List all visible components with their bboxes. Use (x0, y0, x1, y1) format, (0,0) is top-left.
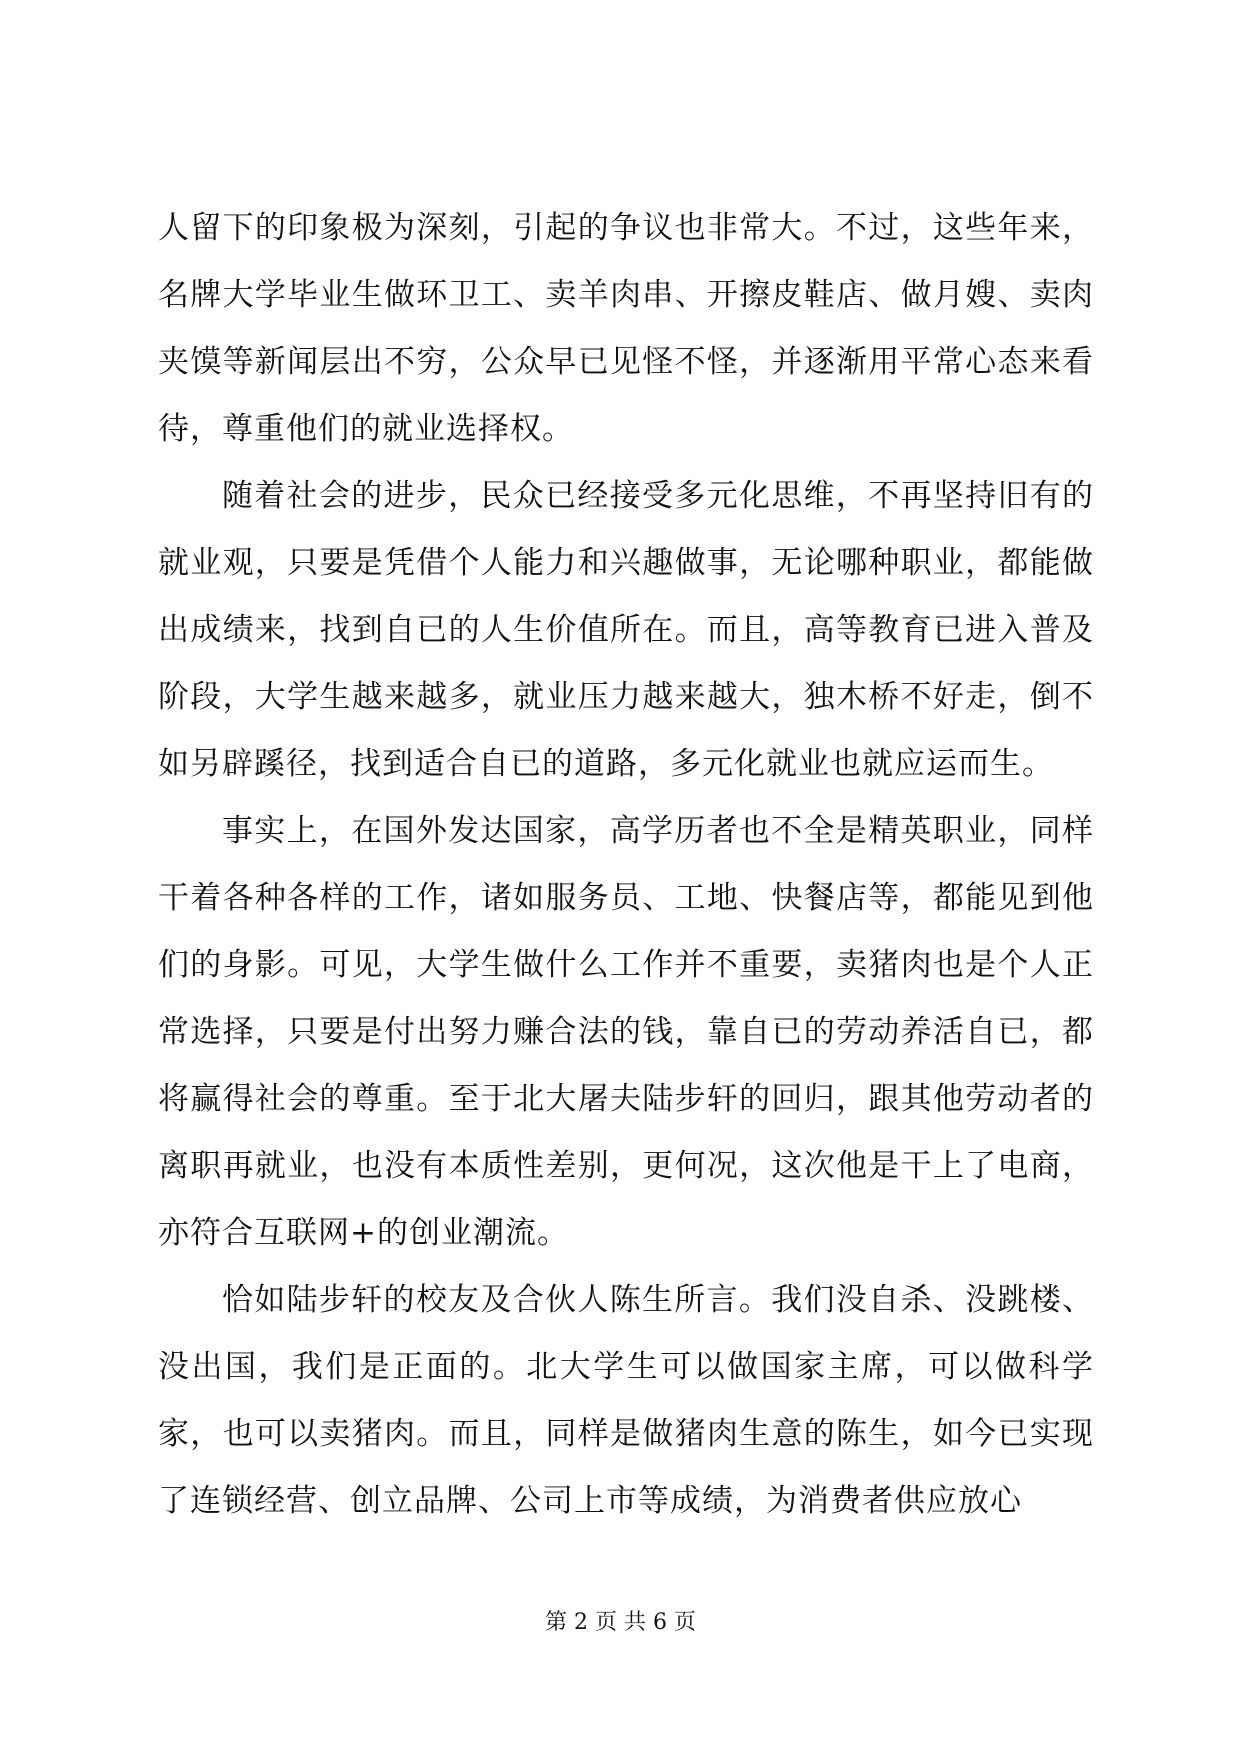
body-text (158, 195, 1094, 1535)
paragraph-4: 恰如陆步轩的校友及合伙人陈生所言。我们没自杀、没跳楼、没出国，我们是正面的。北大学生可以做国家主席，可以做科学家，也可以卖猪肉。而且，同样是做猪肉生意的陈生，如今已实现了连锁经营、创立品牌、公司上市等成绩，为消费者供应放心 (158, 1282, 1094, 1519)
paragraph-2: 随着社会的进步，民众已经接受多元化思维，不再坚持旧有的就业观，只要是凭借个人能力和兴趣做事，无论哪种职业，都能做出成绩来，找到自已的人生价值所在。而且，高等教育已进入普及阶段，大学生越来越多，就业压力越来越大，独木桥不好走，倒不如另辟蹊径，找到适合自已的道路，多元化就业也就应运而生。 (158, 478, 1094, 782)
paragraph-1: 人留下的印象极为深刻，引起的争议也非常大。不过，这些年来，名牌大学毕业生做环卫工、卖羊肉串、开擦皮鞋店、做月嫂、卖肉夹馍等新闻层出不穷，公众早已见怪不怪，并逐渐用平常心态来看待，尊重他们的就业选择权。 (158, 210, 1094, 447)
page-number-footer: 第 2 页 共 6 页 (545, 1610, 696, 1635)
paragraph-3: 事实上，在国外发达国家，高学历者也不全是精英职业，同样干着各种各样的工作，诸如服务员、工地、快餐店等，都能见到他们的身影。可见，大学生做什么工作并不重要，卖猪肉也是个人正常选择，只要是付出努力赚合法的钱，靠自已的劳动养活自已，都将赢得社会的尊重。至于北大屠夫陆步轩的回归，跟其他劳动者的离职再就业，也没有本质性差别，更何况，这次他是干上了电商，亦符合互联网+的创业潮流。 (158, 813, 1094, 1251)
